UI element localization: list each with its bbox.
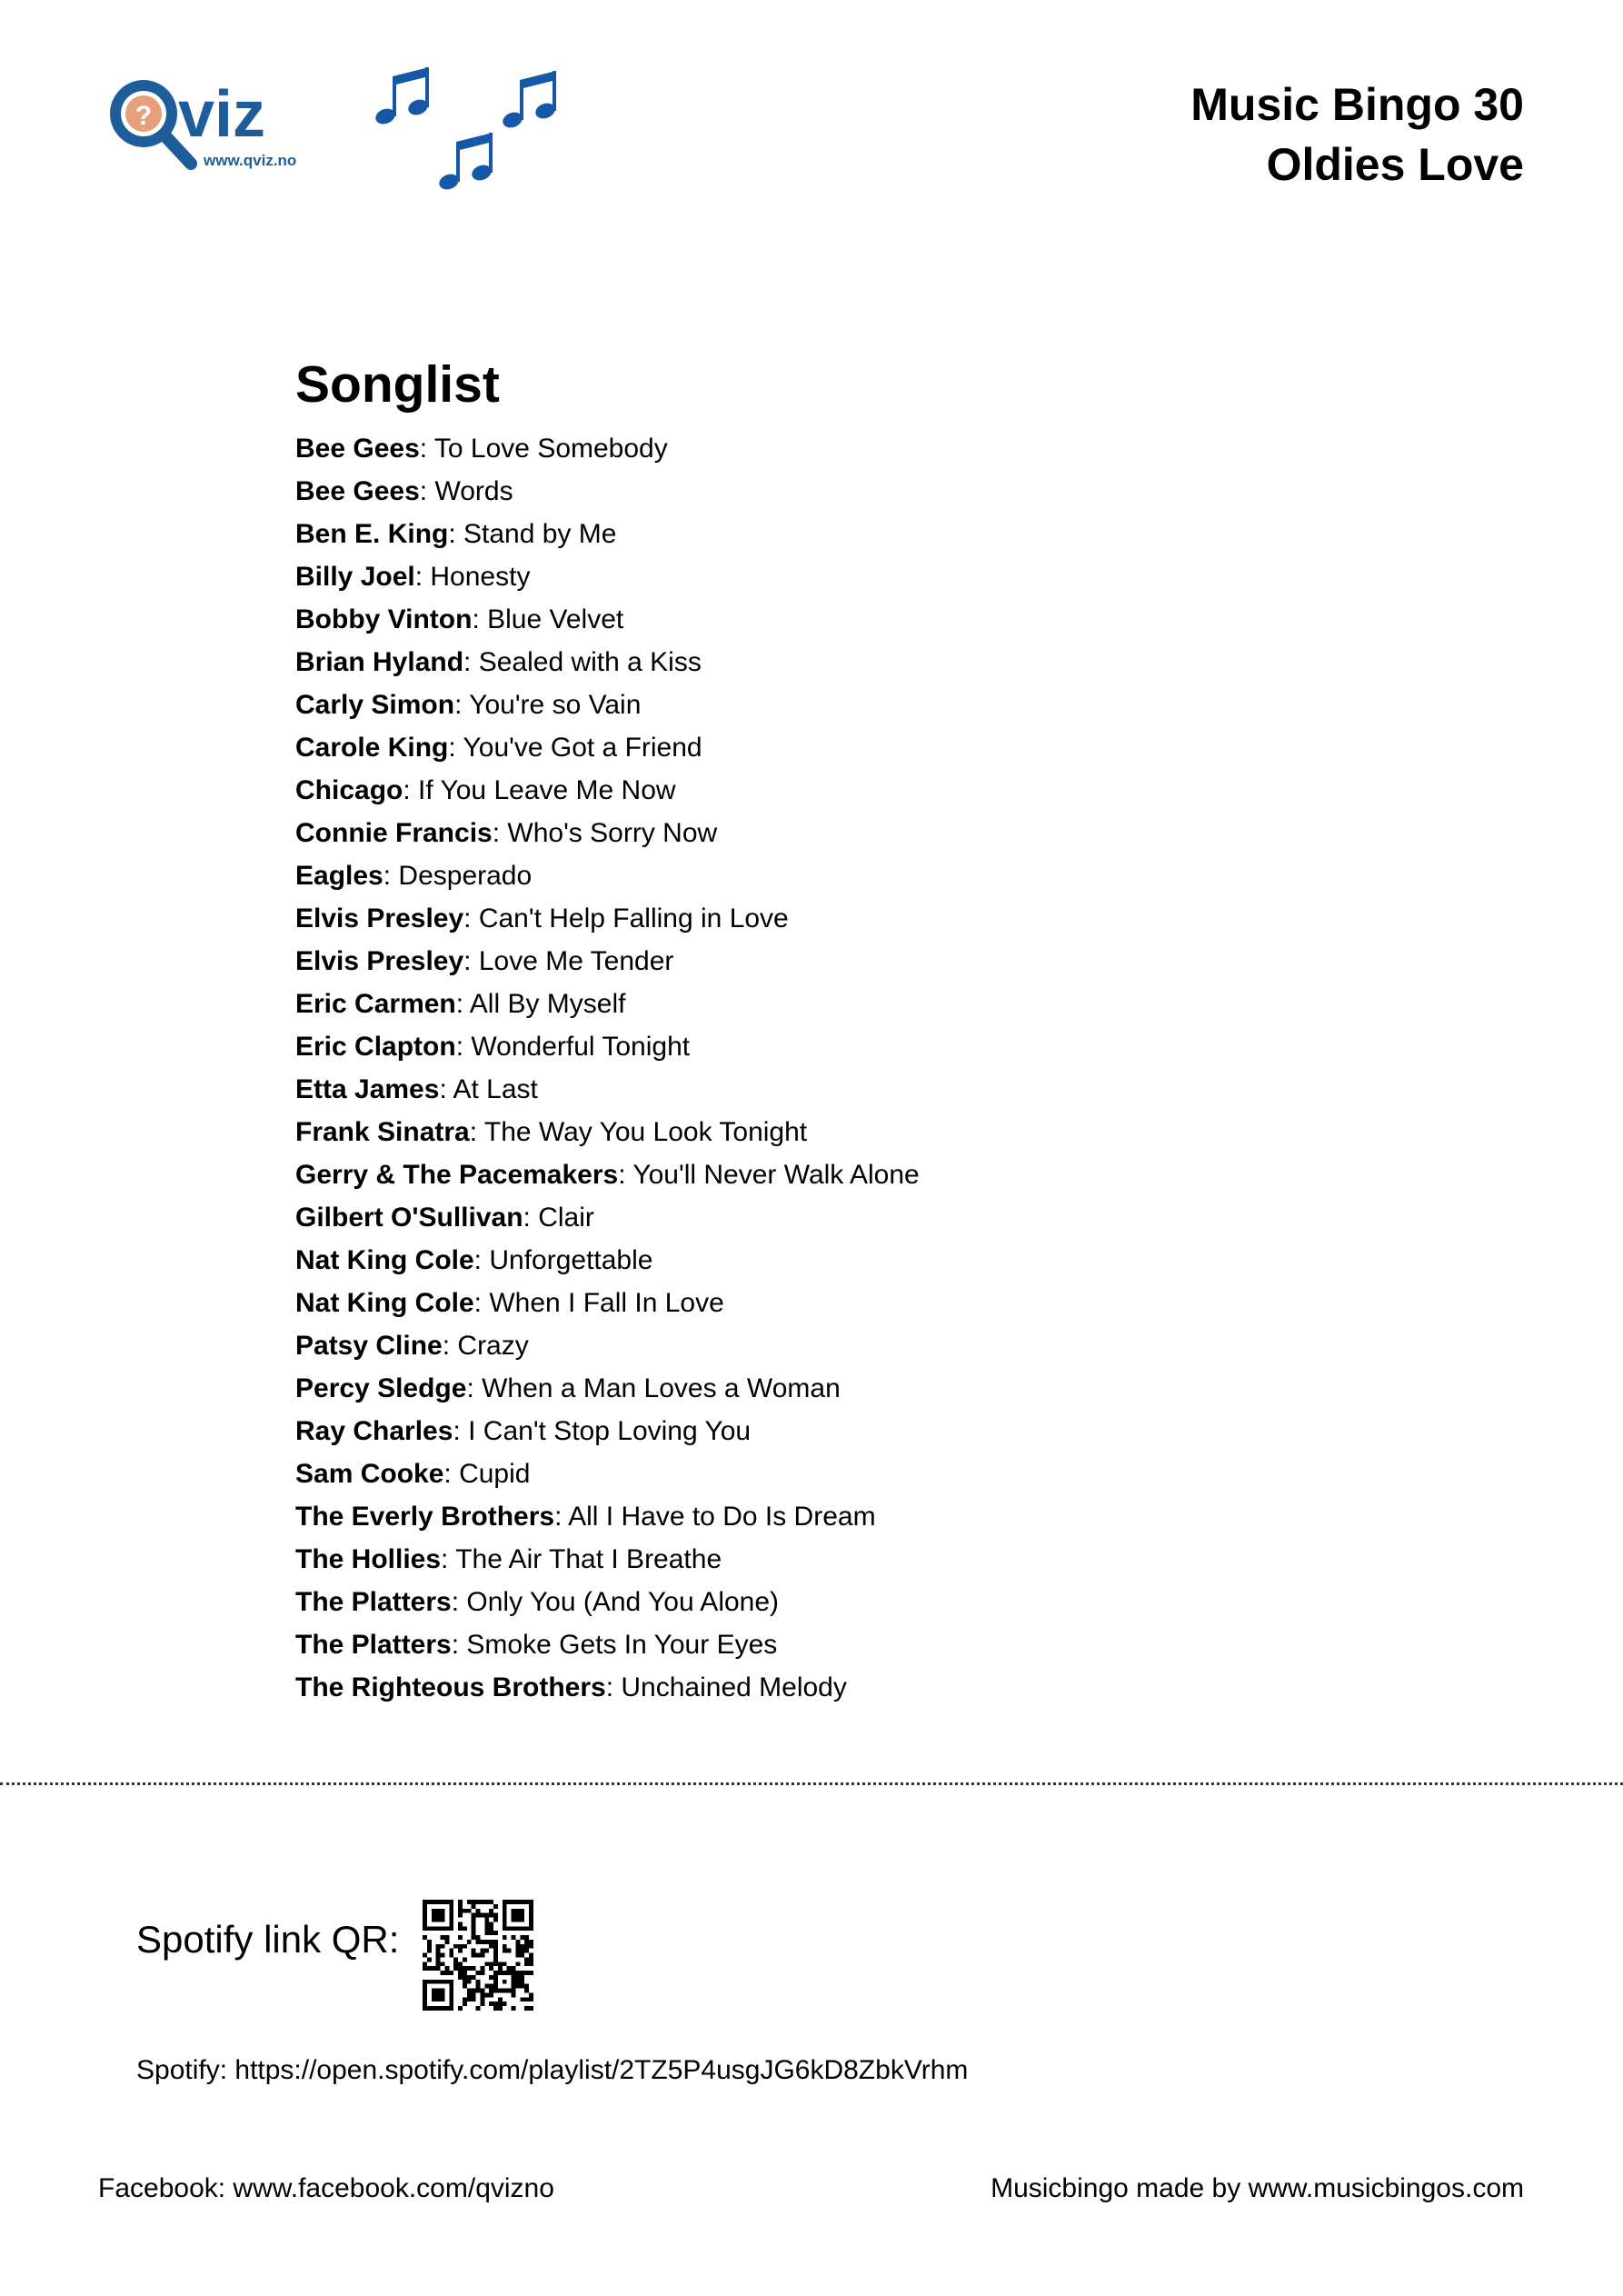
song-separator: : (383, 861, 399, 891)
song-artist: Eagles (295, 861, 383, 891)
song-separator: : (419, 434, 434, 464)
song-artist: Elvis Presley (295, 903, 464, 933)
songlist-section (295, 353, 1477, 1709)
song-artist: The Righteous Brothers (295, 1672, 606, 1702)
song-item (295, 1068, 1477, 1111)
song-separator: : (419, 476, 435, 506)
song-separator: : (454, 690, 470, 720)
song-title: Sealed with a Kiss (478, 647, 702, 677)
song-artist: The Everly Brothers (295, 1502, 555, 1532)
bingo-number: Music Bingo 30 (1190, 79, 1524, 130)
song-title: When I Fall In Love (489, 1288, 724, 1318)
song-separator: : (472, 604, 488, 634)
song-separator: : (473, 1245, 490, 1275)
song-separator: : (605, 1672, 622, 1702)
song-item (295, 1666, 1477, 1709)
song-separator: : (469, 1117, 484, 1147)
song-item (295, 427, 1477, 470)
song-title: At Last (453, 1074, 538, 1104)
song-separator: : (441, 1544, 456, 1574)
song-artist: Nat King Cole (295, 1288, 474, 1318)
song-item (295, 555, 1477, 598)
song-title: Cupid (459, 1459, 531, 1489)
song-item (295, 598, 1477, 641)
song-artist: Connie Francis (295, 818, 493, 848)
svg-text:?: ? (134, 101, 153, 131)
song-title: Desperado (398, 861, 533, 891)
facebook-link[interactable]: Facebook: www.facebook.com/qvizno (98, 2173, 554, 2203)
song-artist: Carole King (295, 733, 449, 763)
song-title: To Love Somebody (433, 434, 668, 464)
song-separator: : (448, 733, 463, 763)
song-item (295, 470, 1477, 513)
music-note-icon-1 (373, 67, 430, 126)
song-separator: : (403, 775, 419, 805)
qviz-logo (98, 62, 345, 198)
song-artist: The Platters (295, 1630, 452, 1660)
song-title: Words (434, 476, 513, 506)
song-item (295, 1282, 1477, 1324)
song-title: The Air That I Breathe (455, 1544, 722, 1574)
song-separator: : (463, 647, 479, 677)
song-title: Smoke Gets In Your Eyes (466, 1630, 778, 1660)
song-artist: The Hollies (295, 1544, 442, 1574)
song-artist: Eric Clapton (295, 1032, 456, 1062)
songlist-heading: Songlist (295, 355, 500, 414)
song-separator: : (492, 818, 508, 848)
song-title: I Can't Stop Loving You (468, 1416, 752, 1446)
song-artist: Carly Simon (295, 690, 455, 720)
song-artist: Nat King Cole (295, 1245, 474, 1275)
song-item (295, 1623, 1477, 1666)
song-item (295, 726, 1477, 769)
song-artist: Billy Joel (295, 562, 415, 592)
song-artist: Eric Carmen (295, 989, 456, 1019)
song-title: If You Leave Me Now (418, 775, 676, 805)
song-artist: Brian Hyland (295, 647, 464, 677)
song-artist: Gilbert O'Sullivan (295, 1203, 523, 1233)
song-separator: : (554, 1502, 569, 1532)
song-separator: : (443, 1459, 460, 1489)
song-item (295, 1538, 1477, 1581)
song-title: Blue Velvet (487, 604, 624, 634)
song-title: Honesty (430, 562, 531, 592)
song-separator: : (451, 1630, 467, 1660)
song-separator: : (451, 1587, 467, 1617)
song-title: Clair (538, 1203, 594, 1233)
song-separator: : (414, 562, 431, 592)
song-separator: : (463, 903, 479, 933)
spotify-qr-label: Spotify link QR: (136, 1918, 400, 1961)
song-separator: : (473, 1288, 490, 1318)
song-artist: Sam Cooke (295, 1459, 444, 1489)
song-item (295, 513, 1477, 555)
song-artist: Etta James (295, 1074, 440, 1104)
song-artist: Bobby Vinton (295, 604, 473, 634)
song-title: When a Man Loves a Woman (482, 1373, 841, 1403)
dotted-divider (0, 1782, 1623, 1785)
song-item (295, 684, 1477, 726)
song-separator: : (455, 989, 470, 1019)
song-artist: Ray Charles (295, 1416, 453, 1446)
song-title: You've Got a Friend (463, 733, 702, 763)
song-title: All I Have to Do Is Dream (568, 1502, 876, 1532)
song-artist: Bee Gees (295, 434, 420, 464)
song-separator: : (442, 1331, 458, 1361)
song-item (295, 1581, 1477, 1623)
song-title: You'll Never Walk Alone (632, 1160, 920, 1190)
credit-link[interactable]: Musicbingo made by www.musicbingos.com (991, 2173, 1524, 2203)
song-title: Unchained Melody (621, 1672, 847, 1702)
song-item (295, 1196, 1477, 1239)
song-item (295, 940, 1477, 983)
song-item (295, 1153, 1477, 1196)
qr-code-icon[interactable] (423, 1900, 533, 2011)
song-separator: : (448, 519, 464, 549)
song-item (295, 983, 1477, 1025)
music-notes-icon (373, 55, 609, 200)
song-title: You're so Vain (469, 690, 642, 720)
song-title: Love Me Tender (478, 946, 674, 976)
logo-wordmark: viz (178, 78, 266, 151)
song-separator: : (466, 1373, 483, 1403)
song-title: Can't Help Falling in Love (478, 903, 789, 933)
song-title: Crazy (457, 1331, 529, 1361)
song-item (295, 1025, 1477, 1068)
song-title: Who's Sorry Now (507, 818, 718, 848)
song-item (295, 1495, 1477, 1538)
song-title: Wonderful Tonight (471, 1032, 691, 1062)
song-item (295, 1452, 1477, 1495)
song-item (295, 1324, 1477, 1367)
song-item (295, 1410, 1477, 1452)
song-artist: Bee Gees (295, 476, 420, 506)
song-separator: : (439, 1074, 453, 1104)
song-title: Only You (And You Alone) (466, 1587, 780, 1617)
song-artist: Gerry & The Pacemakers (295, 1160, 619, 1190)
song-item (295, 812, 1477, 854)
song-item (295, 641, 1477, 684)
song-artist: Ben E. King (295, 519, 449, 549)
song-list (295, 427, 1477, 1709)
bingo-title (1190, 75, 1524, 195)
song-artist: Patsy Cline (295, 1331, 443, 1361)
song-artist: Elvis Presley (295, 946, 464, 976)
song-item (295, 1111, 1477, 1153)
song-title: Stand by Me (463, 519, 617, 549)
spotify-link[interactable]: Spotify: https://open.spotify.com/playlist/2TZ5P4usgJG6kD8ZbkVrhm (136, 2055, 969, 2085)
song-artist: Percy Sledge (295, 1373, 467, 1403)
song-item (295, 1367, 1477, 1410)
song-artist: Chicago (295, 775, 403, 805)
song-title: Unforgettable (489, 1245, 653, 1275)
bingo-theme: Oldies Love (1266, 139, 1524, 190)
song-title: All By Myself (469, 989, 626, 1019)
song-title: The Way You Look Tonight (483, 1117, 808, 1147)
song-separator: : (523, 1203, 539, 1233)
song-separator: : (463, 946, 479, 976)
song-item (295, 1239, 1477, 1282)
song-artist: Frank Sinatra (295, 1117, 470, 1147)
song-artist: The Platters (295, 1587, 452, 1617)
music-note-icon-2 (437, 133, 493, 192)
song-item (295, 897, 1477, 940)
song-separator: : (453, 1416, 469, 1446)
song-item (295, 854, 1477, 897)
music-note-icon-3 (501, 71, 557, 130)
song-item (295, 769, 1477, 812)
song-separator: : (618, 1160, 633, 1190)
song-separator: : (455, 1032, 472, 1062)
logo-url: www.qviz.no (204, 152, 297, 169)
